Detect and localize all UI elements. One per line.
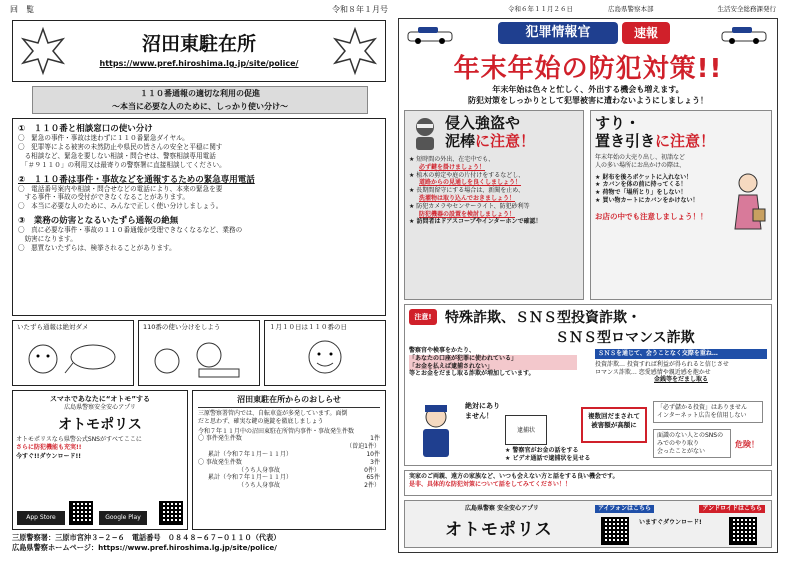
title-box xyxy=(12,20,386,82)
warning-text: ビデオ通話で逮捕状を見せる xyxy=(512,455,591,462)
list-item: ★ 訪問者はドアスコープやインターホンで確認！ xyxy=(409,218,542,226)
woman-with-bag-icon xyxy=(729,171,767,241)
burglary-list xyxy=(409,156,579,226)
banner xyxy=(32,86,368,114)
issue-date: 令和６年１１月２６日 xyxy=(508,5,573,13)
qr-code-icon xyxy=(601,517,629,545)
banner-tag: 速報 xyxy=(622,22,670,44)
comic-panel xyxy=(264,320,386,386)
list-item: ★ 防犯カメラやセンサーライト、防犯砂利等 xyxy=(409,202,530,210)
android-label[interactable]: アンドロイドはこちら xyxy=(699,505,765,513)
app-line: 広島県警察 安全安心アプリ xyxy=(465,505,539,512)
stats-row xyxy=(198,459,380,467)
section-heading: ③ 業務の妨害となるいたずら通報の絶無 xyxy=(18,216,179,227)
title-part: に注意！ xyxy=(655,132,716,150)
section-1 xyxy=(18,122,380,170)
impersonation-text xyxy=(409,347,577,378)
section-line: る相談など、緊急を要しない相談・問合せは、警察相談専用電話 xyxy=(18,151,216,160)
comic-strip xyxy=(12,320,386,386)
mascot-illustration xyxy=(13,333,131,381)
item-text: 長期間留守にする場合は、新聞を止め、 xyxy=(416,187,525,195)
advice-line: 実家のご両親、遠方の家族など、いつも会えない方と話をする良い機会です。 xyxy=(409,473,619,480)
circulation-label: 回 覧 xyxy=(10,5,34,14)
stats-label: 累計（令和７年１月〜１１月） xyxy=(208,450,293,458)
stats-value: （曽迫1件） xyxy=(346,443,380,451)
item-text: 防犯カメラやセンサーライト、防犯砂利等 xyxy=(416,202,530,210)
iphone-label[interactable]: アイフォンはこちら xyxy=(595,505,654,513)
section-line: 〇 緊急の事件・事故は迷わずに１１０番緊急ダイヤル。 xyxy=(18,134,189,142)
danger-label: 危険！ xyxy=(735,440,759,449)
never-bubble: 絶対にありません！ xyxy=(465,402,500,420)
issue-date: 令和８年１月号 xyxy=(332,5,388,14)
advice-box xyxy=(404,470,772,496)
tip-box xyxy=(653,401,763,423)
app-promo-box xyxy=(12,390,188,530)
list-item: 道路からの見通しを良くしましょう！ xyxy=(419,179,522,187)
pickpocket-intro: 年末年始の大売り出し、初詣など xyxy=(595,154,686,161)
app-name: オトモポリス xyxy=(445,520,553,540)
stats-value: 10件 xyxy=(366,450,380,458)
notice-title: 沼田東駐在所からのおしらせ xyxy=(198,394,380,408)
item-text: 植木の剪定や庭の片付けをするなどし、 xyxy=(416,171,525,179)
item-text: 財布を後ろポケットに入れない！ xyxy=(602,173,693,181)
police-car-icon xyxy=(682,24,772,44)
stats-label: 累計（令和７年１月〜１１月） xyxy=(208,474,293,482)
footer-homepage[interactable]: 広島県警察ホームページ：https://www.pref.hiroshima.lg.jp/site/police/ xyxy=(12,543,277,552)
danger-line: 会ったことがない xyxy=(657,447,706,455)
warning-item: ★ ビデオ通話で逮捕状を見せる xyxy=(505,455,591,462)
fraud-title: 特殊詐欺、ＳＮＳ型投資詐欺・ xyxy=(445,310,641,326)
pickpocket-box xyxy=(590,110,772,300)
stats-value: 3件 xyxy=(370,458,380,466)
fraud-line: 「お金を払えば逮捕されない」 xyxy=(409,363,577,371)
title-part: すり・ xyxy=(595,114,641,132)
list-item: 洗濯物は取り込んでおきましょう！ xyxy=(419,194,516,202)
warning-item: ★ 警察官がお金の話をする xyxy=(505,447,579,454)
notice-box xyxy=(192,390,386,530)
right-page xyxy=(398,5,778,553)
stats-label: （うち人身事故 xyxy=(238,482,281,490)
stats-value: 2件） xyxy=(364,482,380,490)
title-part: 侵入強盗や xyxy=(445,114,521,132)
left-page xyxy=(10,5,390,553)
item-text: 荷物で「場所とり」をしない！ xyxy=(602,189,687,197)
list-item: 必ず鍵を掛けましょう！ xyxy=(419,163,486,171)
fraud-line: 等とお金をだまし取る詐欺が増加しています。 xyxy=(409,370,535,378)
download-cta: いますぐダウンロード! xyxy=(639,519,702,526)
app-desc: さらに防犯機能も充実!! xyxy=(16,443,82,451)
page-title: 沼田東駐在所 xyxy=(141,33,256,55)
fraud-title: ＳＮＳ型ロマンス詐欺 xyxy=(555,330,695,346)
list-item: 防犯機器の設置を検討しましょう！ xyxy=(419,210,516,218)
danger-line: 面識のない人とのSNSのみでのやり取り xyxy=(657,432,724,447)
romance-line: ロマンス詐欺… 恋愛感情や親近感を抱かせ xyxy=(595,368,711,376)
loss-badge: 複数回だまされて被害額が高額に xyxy=(581,407,647,443)
section-line: 妨害になります。 xyxy=(18,235,77,244)
banner-line2: 〜本当に必要な人のために、しっかり使い分け〜 xyxy=(112,102,288,111)
item-text: カバンを体の前に持ってくる！ xyxy=(602,181,687,189)
comic-caption: １月１０日は１１０番の日 xyxy=(269,323,347,331)
police-url[interactable]: https://www.pref.hiroshima.lg.jp/site/police/ xyxy=(99,59,299,68)
burglary-box xyxy=(404,110,584,300)
qr-code-icon xyxy=(729,517,757,545)
invest-line: 投資詐欺… 投資すれば利益が得られると信じさせ xyxy=(595,360,729,368)
intro-line: 年末年始は色々と忙しく、外出する機会も増えます。 xyxy=(492,85,684,94)
list-item: ★ 財布を後ろポケットに入れない！ xyxy=(595,173,693,181)
thief-icon xyxy=(409,115,441,151)
result-line: 金銭等をだまし取る xyxy=(653,376,708,384)
stats-row xyxy=(198,451,380,459)
app-footer xyxy=(404,500,772,548)
police-car-icon xyxy=(404,24,494,44)
app-subtitle: 広島県警察安全安心アプリ xyxy=(64,404,136,411)
google-play-button[interactable]: Google Play xyxy=(99,511,147,525)
app-desc: オトモポリスなら県警公式SNSがすべてここに xyxy=(16,435,142,443)
pickpocket-title xyxy=(595,114,767,150)
title-part: 置き引き xyxy=(595,132,656,150)
title-part: 泥棒 xyxy=(445,132,476,150)
tip-line: インターネット広告を信用しない xyxy=(657,411,747,419)
fraud-line: 「あなたの口座が犯罪に使われている」 xyxy=(409,355,577,363)
qr-code-icon xyxy=(159,501,183,525)
warning-text: 警察官がお金の話をする xyxy=(512,447,579,454)
fraud-line: 警察官や検事をかたり、 xyxy=(409,347,476,354)
app-name: オトモポリス xyxy=(58,416,142,433)
item-text: 買い物カートにカバンをかけない！ xyxy=(602,196,699,204)
section-line: 〇 真に必要な事件・事故の１１０番通報が受理できなくなるなど、業務の xyxy=(18,226,243,235)
pickpocket-intro: 人の多い場所にお出かけの際は、 xyxy=(595,161,686,169)
section-line: 〇 電話番号案内や相談・問合せなどの電話により、本来の緊急を要 xyxy=(18,184,223,193)
stats-title: 令和７年１１月中の沼田東駐在所管内事件・事故発生件数 xyxy=(198,427,355,435)
list-item: ★ 短時間の外出、在宅中でも、 xyxy=(409,156,495,163)
banner-title: 犯罪情報官 xyxy=(498,22,618,44)
stats-value: 0件） xyxy=(364,466,380,474)
stats-label: （うち人身事故 xyxy=(238,466,281,474)
main-title: 年末年始の防犯対策!! xyxy=(453,54,723,84)
section-line: 〇 犯罪等による被害の未然防止や県民の皆さんの安全と平穏に関す xyxy=(18,142,223,151)
banner-line1: １１０番通報の適切な利用の促進 xyxy=(140,89,260,98)
stats-row xyxy=(198,482,380,490)
advice-line: 是非、具体的な防犯対策について話をしてみてください！！ xyxy=(409,480,571,488)
notice-text: 三原警察署管内では、自転車盗が多発しています。面倒 xyxy=(198,410,348,417)
list-item: ★ 長期間留守にする場合は、新聞を止め、 xyxy=(409,187,525,195)
stats-value: 1件 xyxy=(370,435,380,443)
issuer: 広島県警察本部 xyxy=(608,5,654,13)
title-part: に注意！ xyxy=(475,132,536,150)
qr-code-icon xyxy=(69,501,93,525)
fraud-box xyxy=(404,304,772,466)
list-item: ★ 植木の剪定や庭の片付けをするなどし、 xyxy=(409,171,525,179)
section-line: する事件・事故の受付ができなくなることがあります。 xyxy=(18,193,189,202)
issuer-dept: 生活安全総務課発行 xyxy=(717,5,776,13)
stats-label: 〇 事件発生件数 xyxy=(198,435,242,443)
police-officer-icon xyxy=(411,401,461,461)
content-box xyxy=(12,118,386,316)
sns-fraud-panel xyxy=(595,349,767,384)
danger-box xyxy=(653,429,731,458)
comic-caption: いたずら通報は絶対ダメ xyxy=(17,323,89,331)
notice-text: だと思わず、確実な鍵の施錠を徹底しましょう xyxy=(198,417,324,425)
section-line: 〇 悪質ないたずらは、検挙されることがあります。 xyxy=(18,244,176,253)
stats-value: 65件 xyxy=(366,474,380,482)
item-text: 短時間の外出、在宅中でも、 xyxy=(416,156,495,163)
section-heading: ① １１０番と相談窓口の使い分け xyxy=(18,124,153,134)
section-heading: ② １１０番は事件・事故などを通報するための緊急専用電話 xyxy=(18,174,255,185)
intro-line: 防犯対策をしっかりとして犯罪被害に遭わないようにしましょう！ xyxy=(468,96,708,105)
sns-head: ＳＮＳを通じて、会うことなく交際を重ね… xyxy=(595,349,767,359)
comic-caption: 110番の使い分けをしよう xyxy=(143,323,221,331)
stats-row xyxy=(198,443,380,451)
stats-table xyxy=(198,435,380,490)
footer-address: 三原警察署：三原市宮沖３−２−６ 電話番号 ０８４８−６７−０１１０（代表） xyxy=(12,533,281,542)
stats-label: 〇 事故発生件数 xyxy=(198,458,242,466)
app-tagline: スマホであなたに“オトモ”する xyxy=(49,395,151,403)
download-cta: 今すぐ!!ダウンロード!! xyxy=(16,453,81,461)
caution-tag: 注意! xyxy=(409,309,437,325)
section-2 xyxy=(18,173,380,212)
item-text: 訪問者はドアスコープやインターホンで確認！ xyxy=(416,218,542,226)
arrest-warrant-screen: 逮捕状 xyxy=(505,415,547,445)
list-item: ★ 買い物カートにカバンをかけない！ xyxy=(595,196,699,204)
comic-panel xyxy=(12,320,134,386)
app-store-button[interactable]: App Store xyxy=(17,511,65,525)
mascot-illustration xyxy=(139,333,257,381)
tip-line: 「必ず儲かる投資」はありません xyxy=(657,404,748,411)
section-line: 「＃９１１０」の利用又は最寄りの警察署に直接相談してください。 xyxy=(18,160,226,169)
stats-row xyxy=(198,474,380,482)
section-line: 〇 本当に必要な人のために、みんなで正しく使い分けしましょう。 xyxy=(18,202,223,211)
section-3 xyxy=(18,214,380,253)
list-item: ★ 荷物で「場所とり」をしない！ xyxy=(595,189,687,197)
comic-panel xyxy=(138,320,260,386)
pickpocket-closing: お店の中でも注意しましょう！！ xyxy=(595,211,708,221)
mascot-illustration xyxy=(265,333,383,381)
list-item: ★ カバンを体の前に持ってくる！ xyxy=(595,181,687,189)
